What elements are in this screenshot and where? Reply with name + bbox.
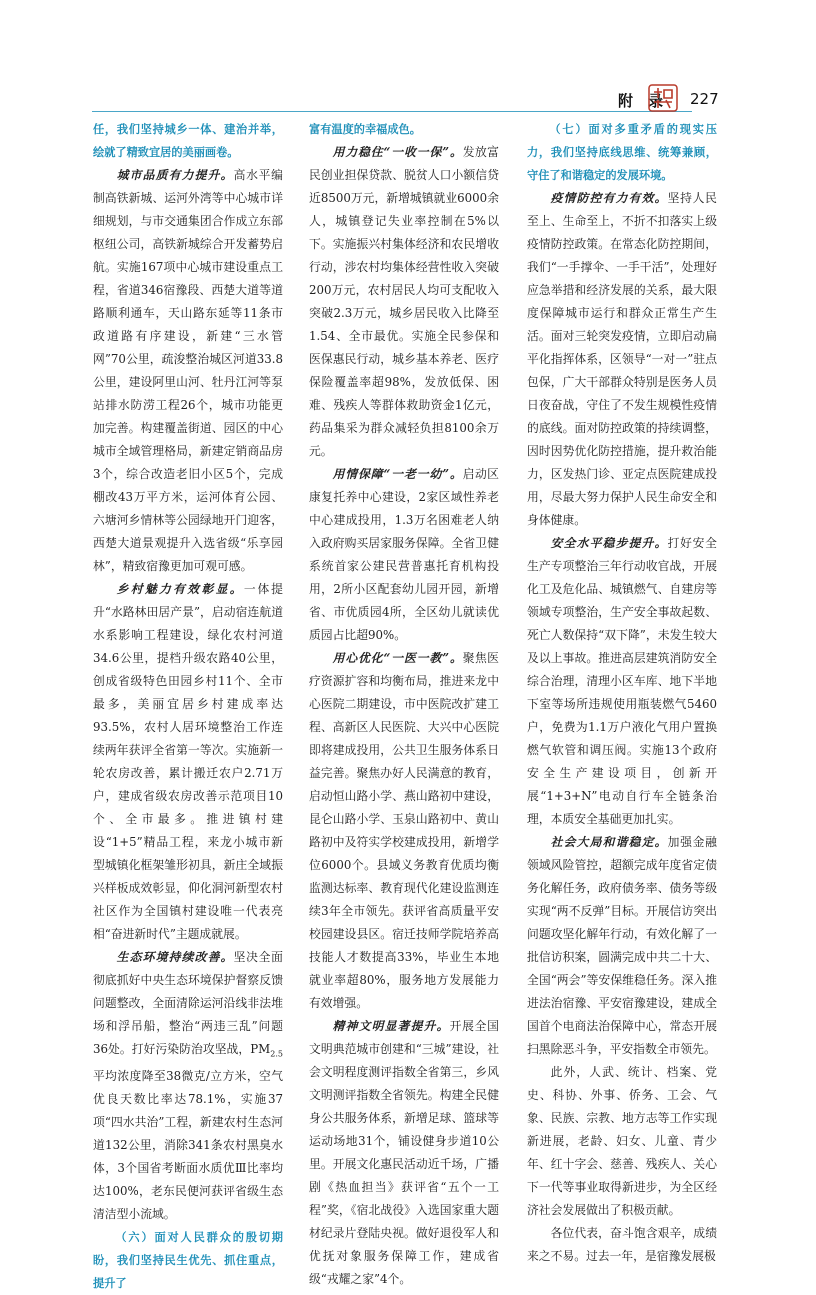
paragraph-city-quality [93,164,283,578]
page-number: 227 [690,90,719,108]
paragraph-text: 加强金融领域风险管控，超额完成年度省定债务化解任务，政府债务率、债务等级实现“两不反弹”目标。开展信访突出问题攻坚化解年行动，有效化解了一批信访积案，圆满完成中共二十大、全国“两会”等安保维稳任务。深入推进法治宿豫、平安宿豫建设，建成全国首个电商法治保障中心，常态开展扫黑除恶斗争，平安指数全市领先。 [527,835,717,1056]
paragraph-medical-education [309,647,499,1015]
header-rule [92,111,692,112]
paragraph-rural-charm [93,578,283,946]
paragraph-text: 一体提升“水路林田居产景”，启动宿连航道水系影响工程建设，绿化农村河道34.6公里，提档升级农路40公里，创成省级特色田园乡村11个、全市最多，美丽宜居乡村建成率达93.5%，农村人居环境整治工作连续两年获评全省第一等次。实施新一轮农房改善，累计搬迁农户2.71万户，建成省级农房改善示范项目10个、全市最多。推进镇村建设“1+5”精品工程，来龙小城市新型城镇化框架雏形初具，新庄全域振兴样板成效彰显，仰化洞河新型农村社区作为全国镇村建设唯一代表亮相“奋进新时代”主题成就展。 [93,582,283,941]
column-1 [93,118,283,1295]
section-label: 附 录 [618,92,664,110]
column-3 [527,118,717,1268]
paragraph-safety [527,532,717,831]
paragraph-other-work: 此外，人武、统计、档案、党史、科协、外事、侨务、工会、气象、民族、宗教、地方志等工作实现新进展，老龄、妇女、儿童、青少年、红十字会、慈善、残疾人、关心下一代等事业取得新进步，为全区经济社会发展做出了积极贡献。 [527,1065,717,1217]
paragraph-text: 平均浓度降至38微克/立方米，空气优良天数比率达78.1%，实施37项“四水共治”工程，新建农村生态河道132公里，消除341条农村黑臭水体，3个国省考断面水质优Ⅲ比率均达100%，老东民便河获评省级生态清洁型小流域。 [93,1069,283,1222]
appendix-seal-icon [648,84,678,112]
paragraph-elderly-children [309,463,499,647]
pm-subscript: 2.5 [270,1049,283,1059]
column-2 [309,118,499,1291]
paragraph-text: 启动区康复托养中心建设，2家区域性养老中心建成投用，1.3万名困难老人纳入政府购买居家服务保障。全省卫健系统首家公建民营普惠托育机构投用，2所小区配套幼儿园开园，新增省、市优质园4所，全区幼儿就读优质园占比超90%。 [309,467,499,642]
paragraph-keyword: 安全水平稳步提升。 [550,536,668,550]
paragraph-keyword: 用情保障“一老一幼”。 [332,467,463,481]
section-heading-six: （六）面对人民群众的殷切期盼，我们坚持民生优先、抓住重点，提升了 [93,1231,283,1291]
paragraph-text: 发放富民创业担保贷款、脱贫人口小额信贷近8500万元，新增城镇就业6000余人，城镇登记失业率控制在5%以下。实施振兴村集体经济和农民增收行动，涉农村均集体经营性收入突破200万元，农村居民人均可支配收入突破2.3万元，城乡居民收入比降至1.54、全市最优。实施全民参保和医保惠民行动，城乡基本养老、医疗保险覆盖率超98%，发放低保、困难、残疾人等群体救助资金1亿元，药品集采为群众减轻负担8100余万元。 [309,145,499,458]
paragraph-keyword: 城市品质有力提升。 [116,168,234,182]
paragraph-keyword: 生态环境持续改善。 [116,950,234,964]
paragraph-text: 聚焦医疗资源扩容和均衡布局，推进来龙中心医院二期建设，市中医院改扩建工程、高新区人民医院、大兴中心医院即将建成投用，公共卫生服务体系日益完善。聚焦办好人民满意的教育，启动恒山路小学、燕山路初中建设，昆仑山路小学、玉泉山路初中、黄山路初中及符实学校建成投用，新增学位6000个。县域义务教育优质均衡监测达标率、教育现代化建设监测连续3年全市领先。获评省高质量平安校园建设县区。宿迁技师学院培养高技能人才数提高33%，毕业生本地就业率超80%，服务地方发展能力有效增强。 [309,651,499,1010]
paragraph-closing: 各位代表，奋斗饱含艰辛，成绩来之不易。过去一年，是宿豫发展极 [527,1226,717,1263]
paragraph-keyword: 社会大局和谐稳定。 [550,835,668,849]
section-heading-continued: 富有温度的幸福成色。 [309,123,421,136]
section-heading-seven: （七）面对多重矛盾的现实压力，我们坚持底线思维、统筹兼顾，守住了和谐稳定的发展环境。 [527,123,717,182]
paragraph-text: 高水平编制高铁新城、运河外湾等中心城市详细规划，与市交通集团合作成立东部枢纽公司，高铁新城综合开发蓄势启航。实施167项中心城市建设重点工程，省道346宿豫段、西楚大道等道路顺利通车，天山路东延等11条市政道路有序建设，新建“三水管网”70公里，疏浚整治城区河道33.8公里，建设阿里山河、牡丹江河等泵站排水防涝工程26个，城市功能更加完善。构建覆盖街道、园区的中心城市全域管理格局，新建定销商品房3个，综合改造老旧小区5个，完成棚改43万平方米，运河体育公园、六塘河乡情林等公园绿地开门迎客，西楚大道景观提升入选省级“乐享园林”，精致宿豫更加可观可感。 [93,168,283,573]
paragraph-text: 打好安全生产专项整治三年行动收官战，开展化工及危化品、城镇燃气、自建房等领域专项整治，生产安全事故起数、死亡人数保持“双下降”，未发生较大及以上事故。推进高层建筑消防安全综合治理，清理小区车库、地下半地下室等场所违规使用瓶装燃气5460户，免费为1.1万户液化气用户置换燃气软管和调压阀。实施13个政府安全生产建设项目，创新开展“1+3+N”电动自行车全链条治理，本质安全基础更加扎实。 [527,536,717,826]
paragraph-keyword: 疫情防控有力有效。 [550,191,668,205]
section-heading-continued: 任，我们坚持城乡一体、建治并举，绘就了精致宜居的美丽画卷。 [93,123,283,159]
paragraph-ecology [93,946,283,1226]
paragraph-keyword: 用心优化“一医一教”。 [332,651,463,665]
paragraph-epidemic-control [527,187,717,532]
paragraph-text: 坚持人民至上、生命至上，不折不扣落实上级疫情防控政策。在常态化防控期间，我们“一手撑伞、一手干活”，处理好应急举措和经济发展的关系，最大限度保障城市运行和群众正常生产生活。面对三轮突发疫情，立即启动扁平化指挥体系，区领导“一对一”驻点包保，广大干部群众特别是医务人员日夜奋战，守住了不发生规模性疫情的底线。面对防控政策的持续调整，因时因势优化防控措施，提升救治能力，区发热门诊、亚定点医院建成投用，尽最大努力保护人民生命安全和身体健康。 [527,191,717,527]
paragraph-text: 开展全国文明典范城市创建和“三城”建设，社会文明程度测评指数全省第三，乡风文明测评指数全省领先。构建全民健身公共服务体系，新增足球、篮球等运动场地31个，铺设健身步道10公里。开展文化惠民活动近千场，广播剧《热血担当》获评省“五个一工程”奖，《宿北战役》入选国家重大题材纪录片登陆央视。做好退役军人和优抚对象服务保障工作，建成省级“戎耀之家”4个。 [309,1019,499,1286]
paragraph-text: 坚决全面彻底抓好中央生态环境保护督察反馈问题整改，全面清除运河沿线非法堆场和浮吊船，整治“两违三乱”问题36处。打好污染防治攻坚战，PM [93,950,283,1056]
paragraph-keyword: 用力稳住“一收一保”。 [332,145,463,159]
paragraph-keyword: 精神文明显著提升。 [332,1019,450,1033]
paragraph-income-security [309,141,499,463]
paragraph-keyword: 乡村魅力有效彰显。 [116,582,244,596]
paragraph-civilization [309,1015,499,1291]
paragraph-social-stability [527,831,717,1061]
